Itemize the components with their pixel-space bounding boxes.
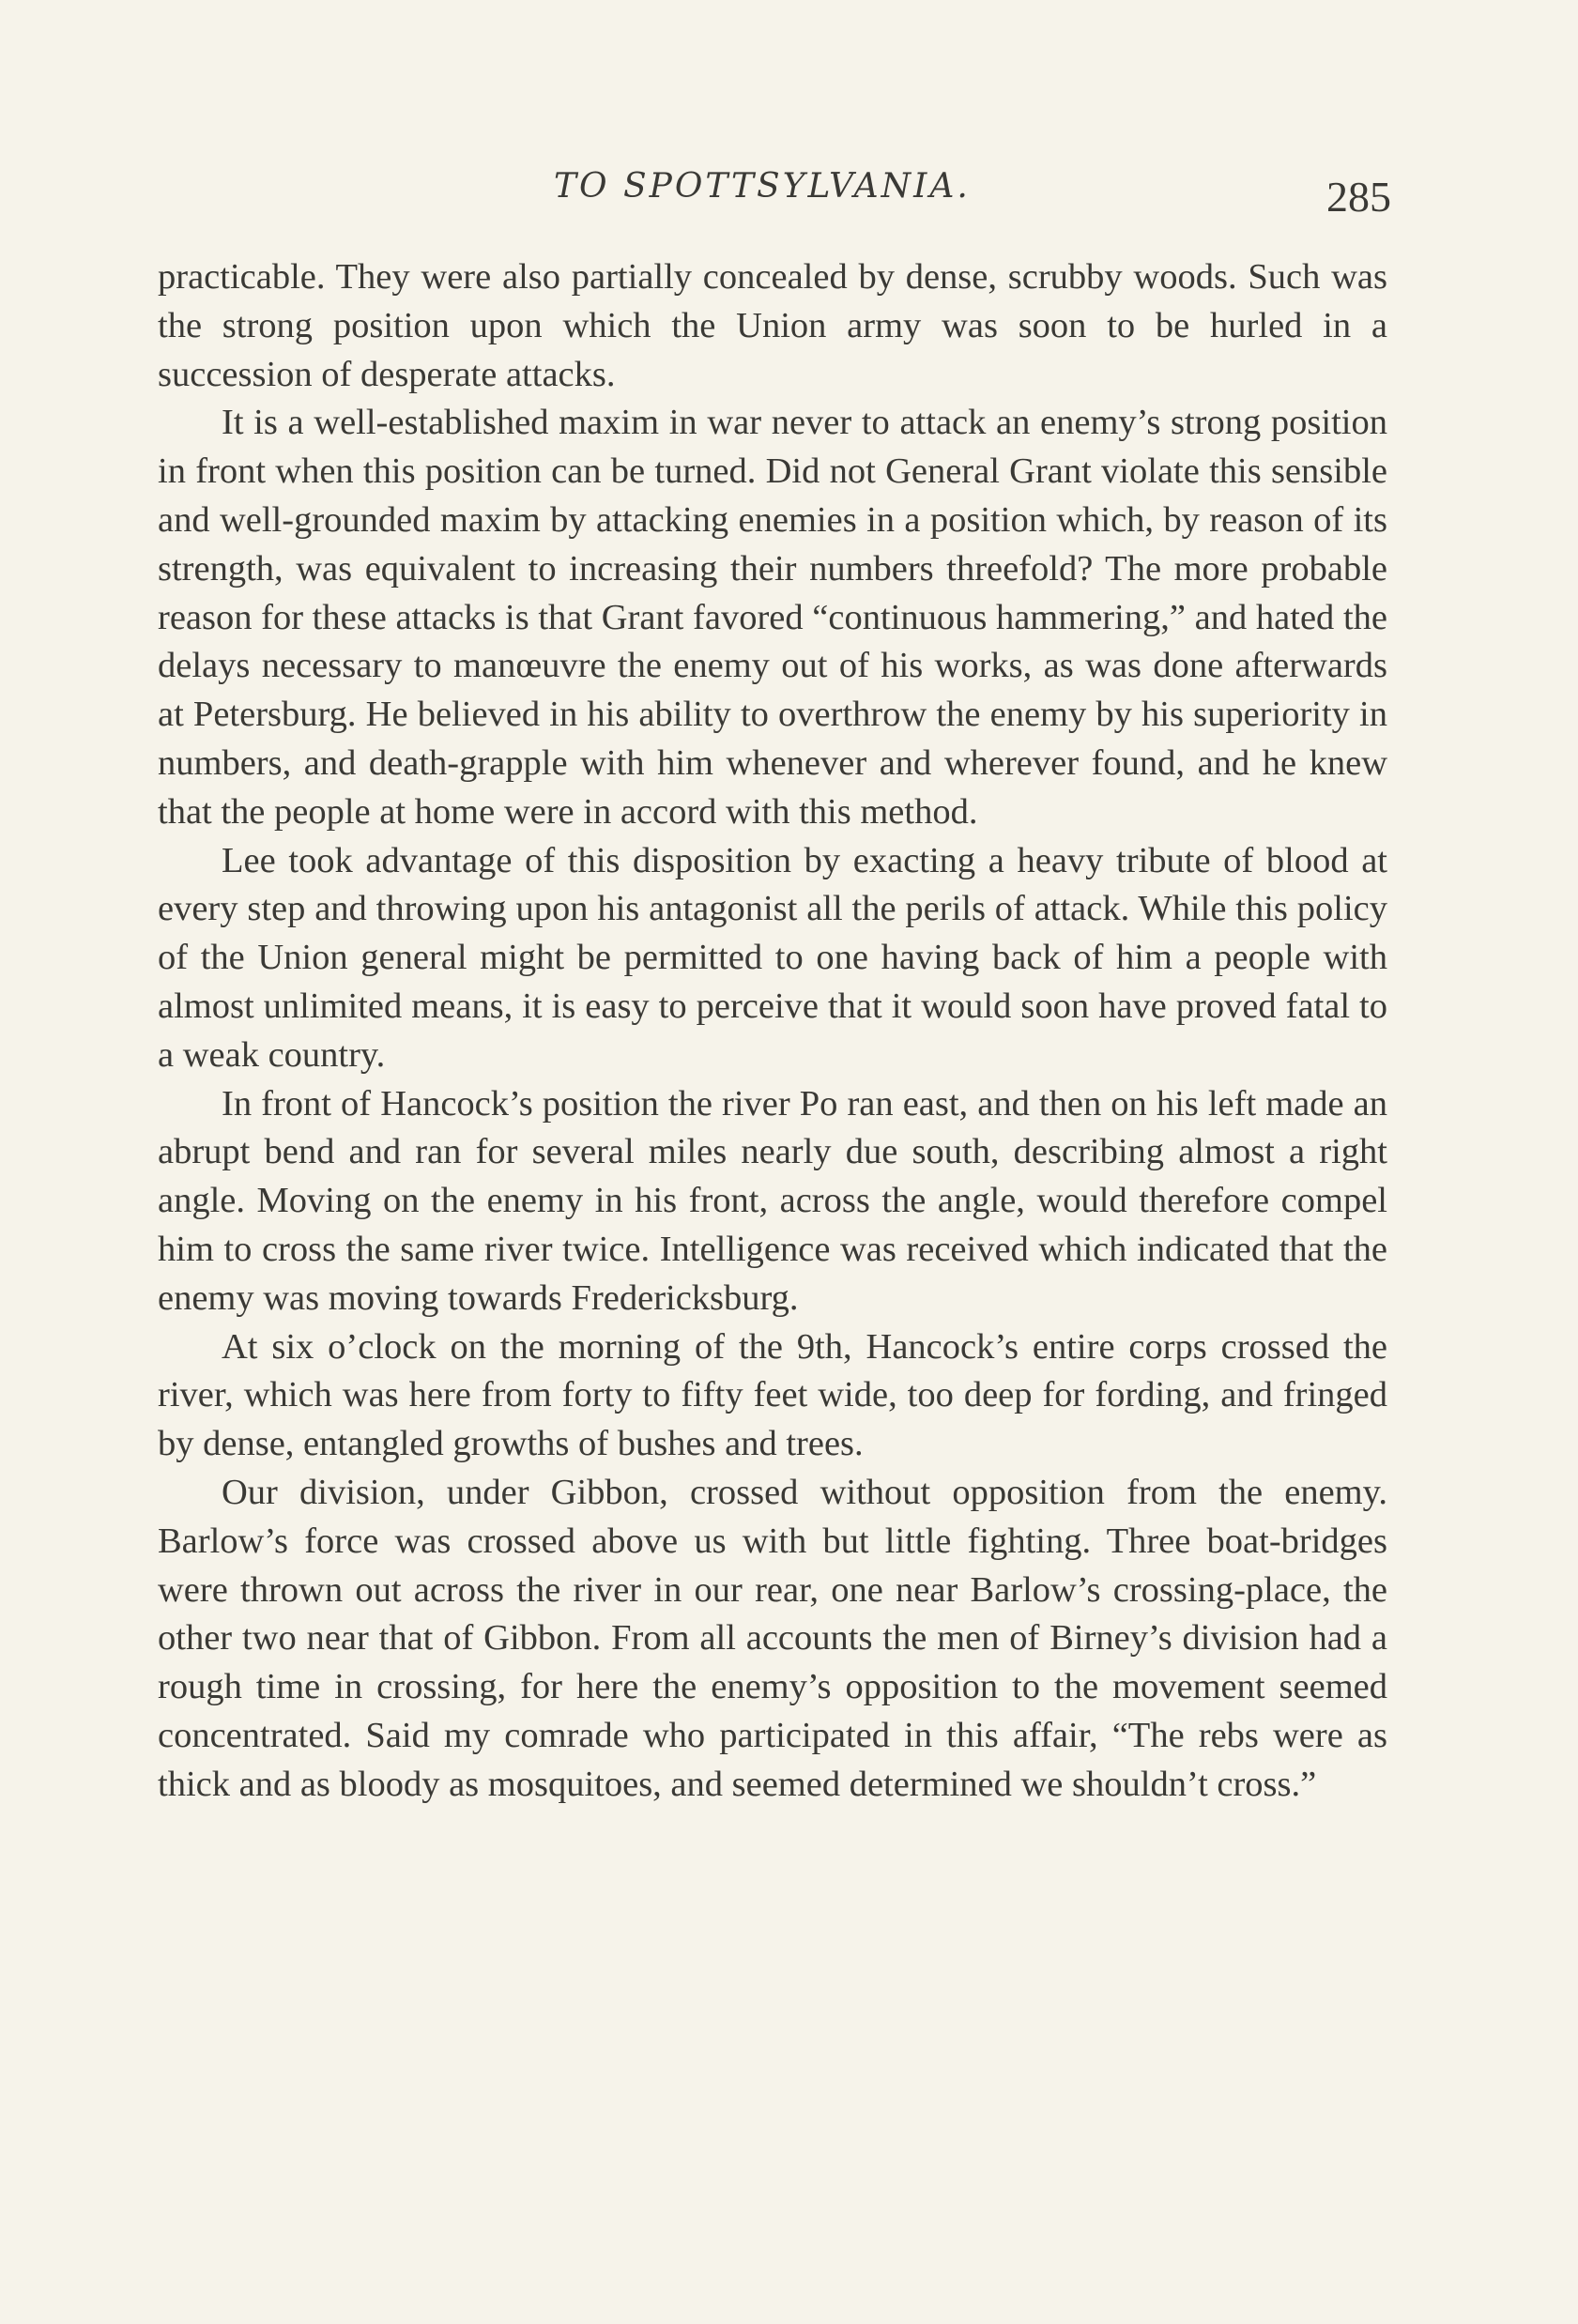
paragraph-6: Our division, under Gibbon, crossed without opposition from the enemy. Barlow’s force was crossed above us with but little fighting. Three boat-bridges were thrown out across the river in our rear, one near Barlow’s crossing-place, the other two near that of Gibbon. From all accounts the men of Birney’s division had a rough time in crossing, for here the enemy’s opposition to the movement seemed concentrated. Said my comrade who participated in this affair, “The rebs were as thick and as bloody as mosquitoes, and seemed determined we shouldn’t cross.”	[158, 1472, 1387, 1804]
running-head-title: TO SPOTTSYLVANIA.	[554, 167, 971, 206]
body-text	[158, 253, 1387, 1810]
paragraph-2: It is a well-established maxim in war never to attack an enemy’s strong position in front when this position can be turned. Did not General Grant violate this sensible and well-grounded maxim by attacking enemies in a position which, by reason of its strength, was equivalent to increasing their numbers threefold? The more probable reason for these attacks is that Grant favored “continuous hammering,” and hated the delays necessary to manœuvre the enemy out of his works, as was done afterwards at Petersburg. He believed in his ability to overthrow the enemy by his superiority in numbers, and death-grapple with him whenever and wherever found, and he knew that the people at home were in accord with this method.	[158, 403, 1387, 832]
page-number: 285	[1326, 173, 1391, 221]
paragraph-5: At six o’clock on the morning of the 9th, Hancock’s entire corps crossed the river, which was here from forty to fifty feet wide, too deep for fording, and fringed by dense, entangled growths of bushes and trees.	[158, 1326, 1387, 1464]
paragraph-4: In front of Hancock’s position the river Po ran east, and then on his left made an abrupt bend and ran for several miles nearly due south, describing almost a right angle. Moving on the enemy in his front, across the angle, would therefore compel him to cross the same river twice. Intelligence was received which indicated that the enemy was moving towards Fredericksburg.	[158, 1083, 1387, 1318]
paragraph-3: Lee took advantage of this disposition by exacting a heavy tribute of blood at every step and throwing upon his antagonist all the perils of attack. While this policy of the Union general might be permitted to one having back of him a people with almost unlimited means, it is easy to perceive that it would soon have proved fatal to a weak country.	[158, 840, 1387, 1075]
paragraph-1: practicable. They were also partially concealed by dense, scrubby woods. Such was the strong position upon which the Union army was soon to be hurled in a succession of desperate attacks.	[158, 257, 1387, 394]
